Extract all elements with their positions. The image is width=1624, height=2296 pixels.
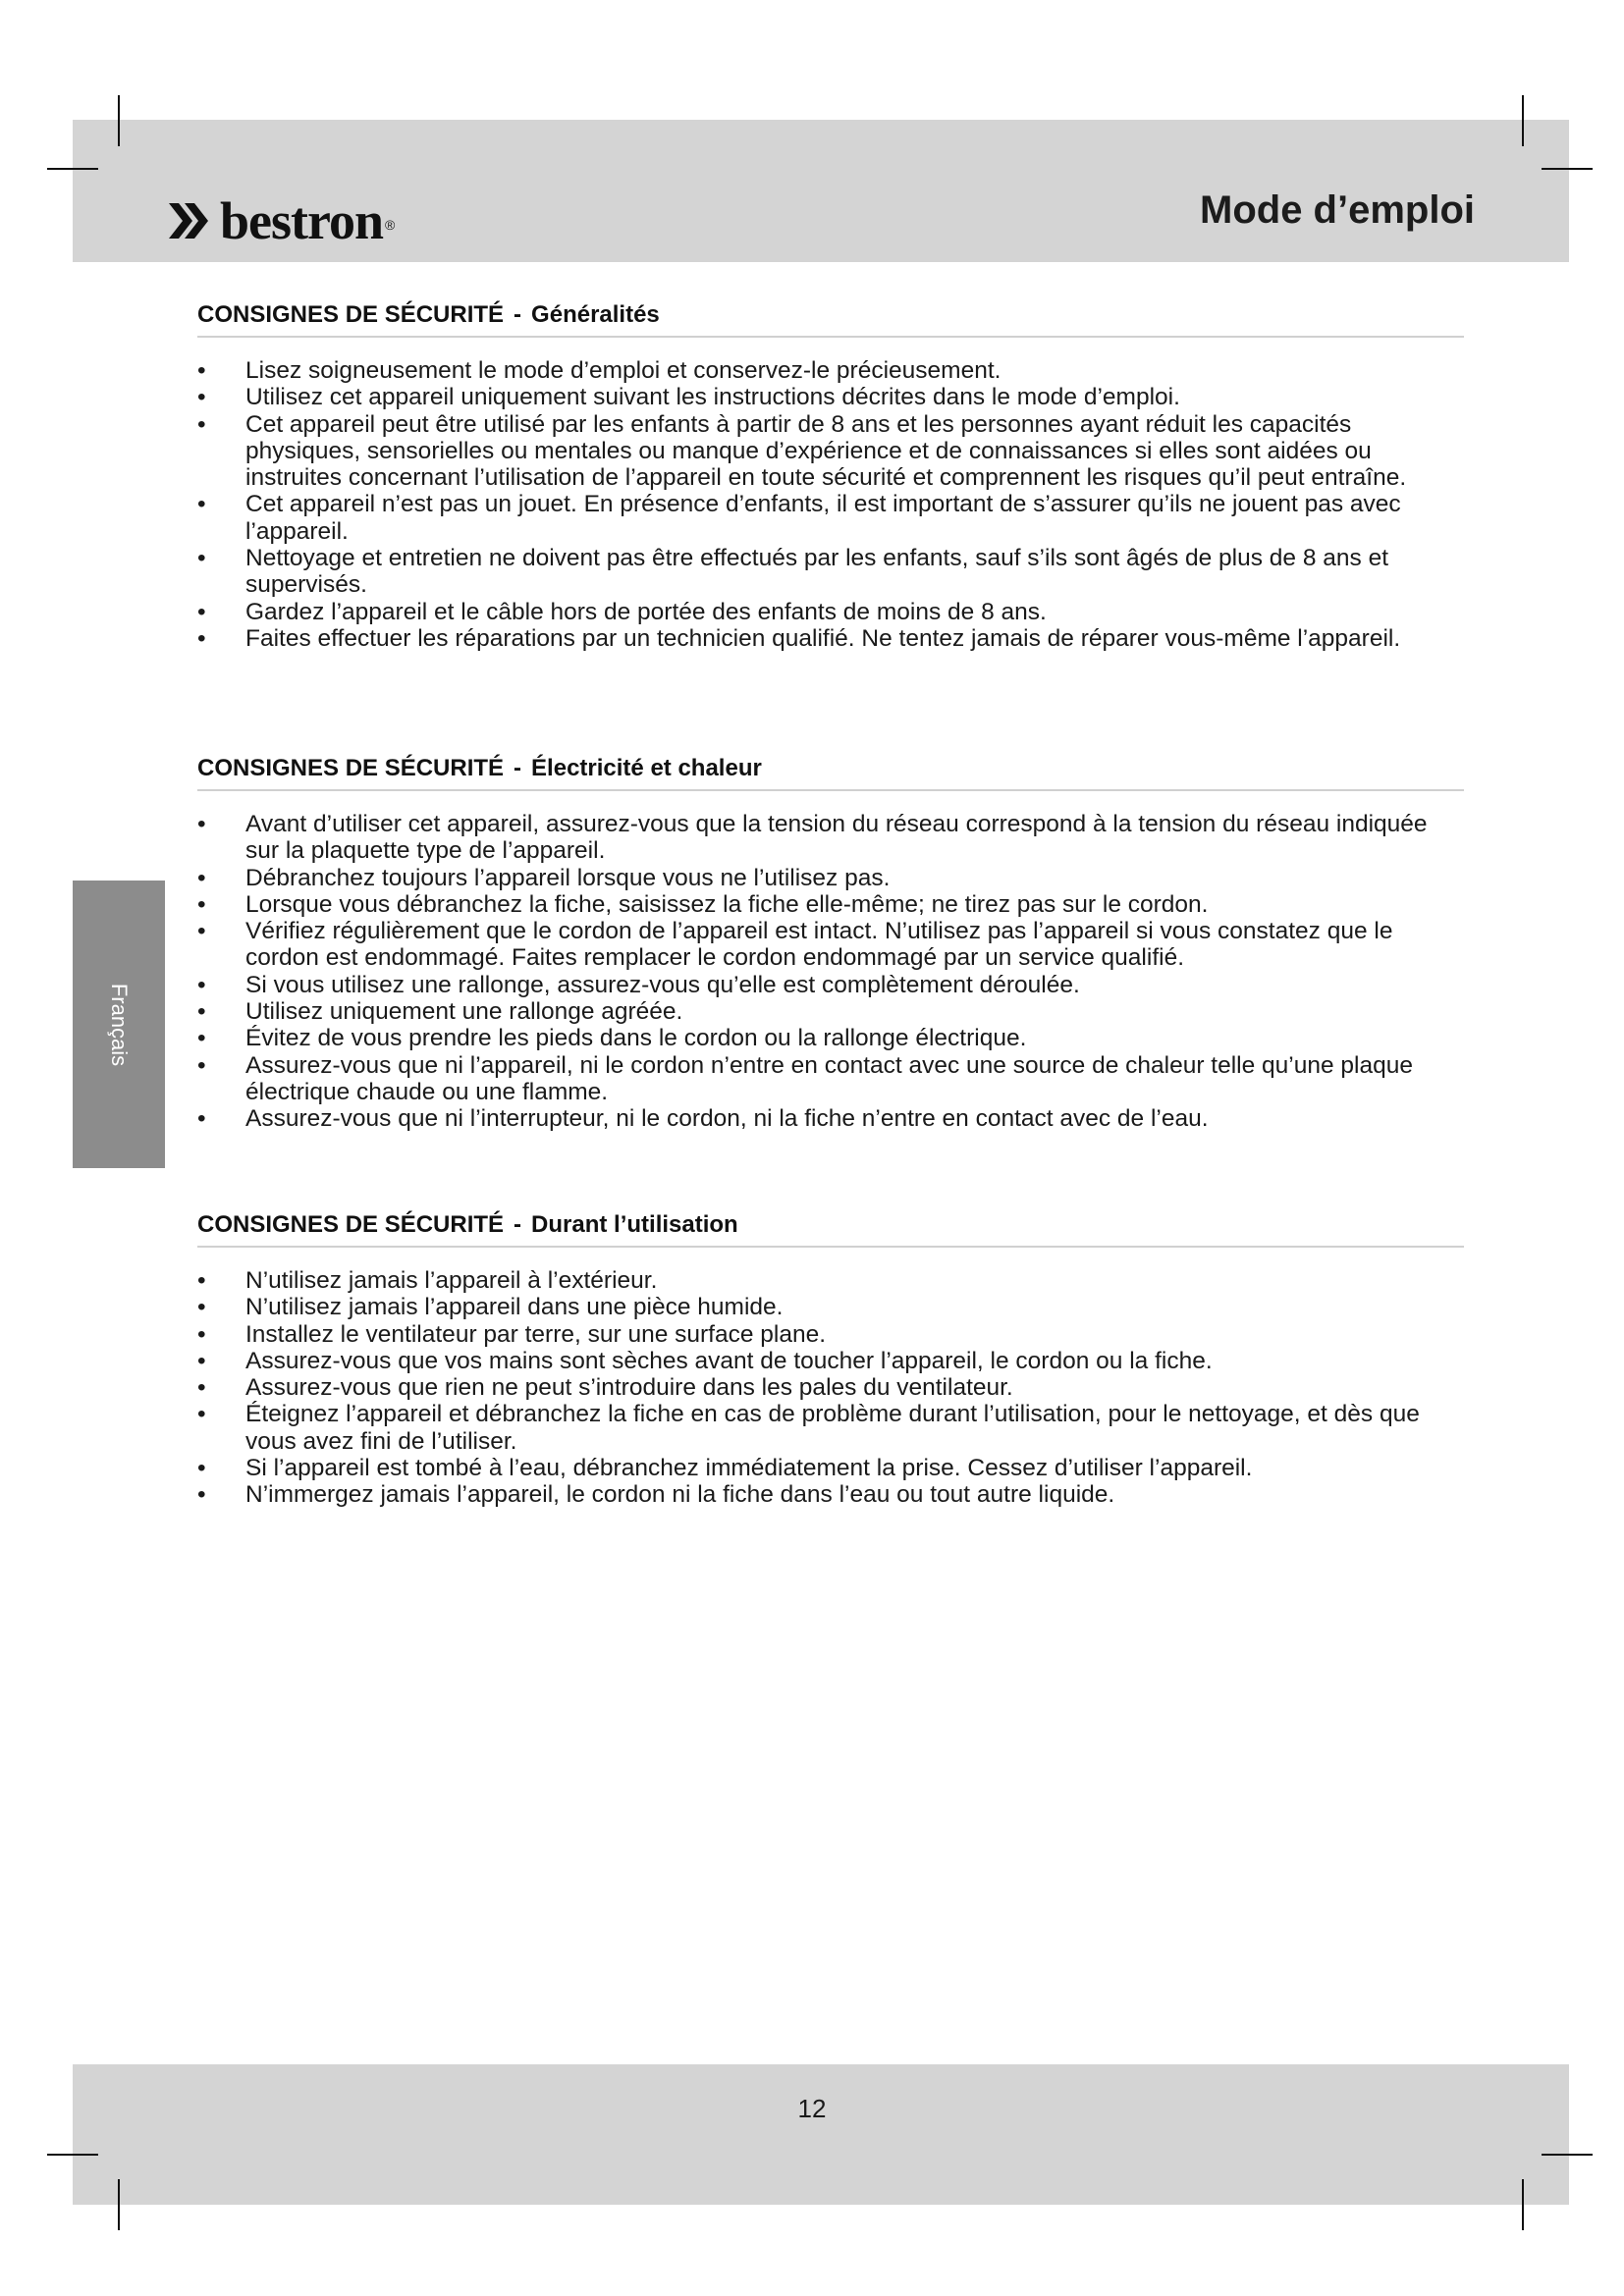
crop-mark [47, 2154, 98, 2156]
list-item: • Assurez-vous que ni l’interrupteur, ni le cordon, ni la fiche n’entre en contact avec de l’eau. [197, 1105, 1464, 1132]
list-item: • N’immergez jamais l’appareil, le cordon ni la fiche dans l’eau ou tout autre liquide. [197, 1481, 1464, 1508]
list-item: • Lorsque vous débranchez la fiche, saisissez la fiche elle-même; ne tirez pas sur le cordon. [197, 891, 1464, 918]
chevrons-icon [165, 201, 216, 240]
heading-separator: - [514, 755, 522, 781]
crop-mark [1522, 2179, 1524, 2230]
language-tab-label: Français [107, 983, 132, 1066]
list-item: • Cet appareil n’est pas un jouet. En présence d’enfants, il est important de s’assurer qu’ils ne jouent pas avec l’appareil. [197, 491, 1464, 545]
heading-separator: - [514, 1211, 522, 1238]
heading-main: CONSIGNES DE SÉCURITÉ [197, 301, 505, 328]
list-item: • Assurez-vous que rien ne peut s’introduire dans les pales du ventilateur. [197, 1374, 1464, 1401]
list-item: • N’utilisez jamais l’appareil à l’extérieur. [197, 1267, 1464, 1294]
list-item: • Vérifiez régulièrement que le cordon de l’appareil est intact. N’utilisez pas l’appareil si vous constatez que le cordon est endommagé. Faites remplacer le cordon endommagé par un service qualifié. [197, 918, 1464, 972]
list-item: • Éteignez l’appareil et débranchez la fiche en cas de problème durant l’utilisation, pour le nettoyage, et dès que vous avez fini de l’utiliser. [197, 1401, 1464, 1455]
list-item: • Assurez-vous que ni l’appareil, ni le cordon n’entre en contact avec une source de chaleur telle qu’une plaque électrique chaude ou une flamme. [197, 1052, 1464, 1106]
section-heading [197, 296, 1464, 338]
heading-sub: Généralités [531, 301, 660, 328]
crop-mark [1542, 168, 1593, 170]
list-item: • Faites effectuer les réparations par un technicien qualifié. Ne tentez jamais de réparer vous-même l’appareil. [197, 625, 1464, 652]
list-item: • Évitez de vous prendre les pieds dans le cordon ou la rallonge électrique. [197, 1025, 1464, 1051]
section-electricity [197, 750, 1464, 1133]
crop-mark [118, 2179, 120, 2230]
document-title: Mode d’emploi [1200, 188, 1475, 232]
bullet-list [197, 357, 1464, 652]
heading-main: CONSIGNES DE SÉCURITÉ [197, 1211, 505, 1238]
list-item: • Avant d’utiliser cet appareil, assurez-vous que la tension du réseau correspond à la tension du réseau indiquée sur la plaquette type de l’appareil. [197, 811, 1464, 865]
crop-mark [1522, 95, 1524, 146]
registered-mark: ® [385, 217, 396, 233]
brand-logo [165, 187, 395, 255]
list-item: • Nettoyage et entretien ne doivent pas être effectués par les enfants, sauf s’ils sont âgés de plus de 8 ans et supervisés. [197, 545, 1464, 599]
list-item: • Gardez l’appareil et le câble hors de portée des enfants de moins de 8 ans. [197, 599, 1464, 625]
footer-band [73, 2064, 1569, 2205]
list-item: • Lisez soigneusement le mode d’emploi et conservez-le précieusement. [197, 357, 1464, 384]
list-item: • Cet appareil peut être utilisé par les enfants à partir de 8 ans et les personnes ayant réduit les capacités physiques, sensorielles ou mentales ou manque d’expérience et de connaissances si elles sont aidées ou instruites concernant l’utilisation de l’appareil en toute sécurité et comprennent les risques qu’il peut entraîne. [197, 411, 1464, 492]
heading-main: CONSIGNES DE SÉCURITÉ [197, 755, 505, 781]
list-item: • Débranchez toujours l’appareil lorsque vous ne l’utilisez pas. [197, 865, 1464, 891]
bullet-list [197, 811, 1464, 1133]
list-item: • Si l’appareil est tombé à l’eau, débranchez immédiatement la prise. Cessez d’utiliser l’appareil. [197, 1455, 1464, 1481]
language-tab [73, 881, 165, 1168]
page-number: 12 [797, 2094, 827, 2123]
list-item: • Si vous utilisez une rallonge, assurez-vous qu’elle est complètement déroulée. [197, 972, 1464, 998]
section-heading [197, 1206, 1464, 1248]
list-item: • Assurez-vous que vos mains sont sèches avant de toucher l’appareil, le cordon ou la fiche. [197, 1348, 1464, 1374]
heading-sub: Électricité et chaleur [531, 755, 762, 781]
crop-mark [118, 95, 120, 146]
heading-separator: - [514, 301, 522, 328]
list-item: • Utilisez cet appareil uniquement suivant les instructions décrites dans le mode d’emploi. [197, 384, 1464, 410]
list-item: • Installez le ventilateur par terre, sur une surface plane. [197, 1321, 1464, 1348]
section-general [197, 296, 1464, 652]
crop-mark [1542, 2154, 1593, 2156]
heading-sub: Durant l’utilisation [531, 1211, 738, 1238]
section-heading [197, 750, 1464, 791]
list-item: • N’utilisez jamais l’appareil dans une pièce humide. [197, 1294, 1464, 1320]
brand-name: bestron [220, 191, 384, 250]
section-usage [197, 1206, 1464, 1509]
list-item: • Utilisez uniquement une rallonge agréée. [197, 998, 1464, 1025]
crop-mark [47, 168, 98, 170]
bullet-list [197, 1267, 1464, 1509]
